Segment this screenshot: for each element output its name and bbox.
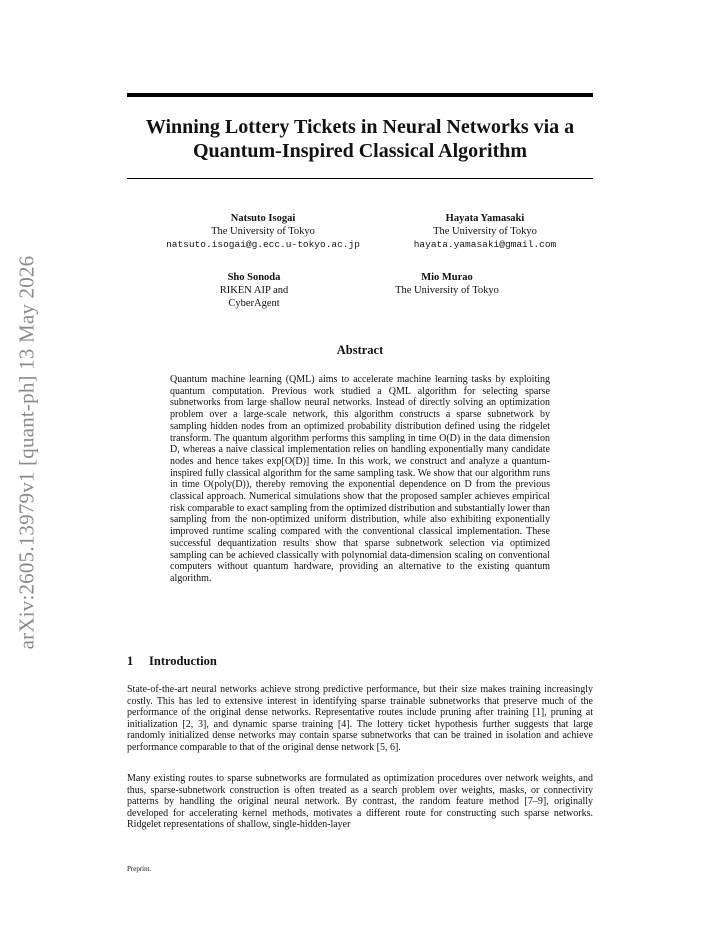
body-paragraph: State-of-the-art neural networks achieve strong predictive performance, but their size makes training increasingly costly. This has led to extensive interest in identifying sparse trainable subnetworks that preserve much of the performance of the original dense networks. Representative routes include pruning after training [1], pruning at initialization [2, 3], and dynamic sparse training [4]. The lottery ticket hypothesis further suggests that large randomly initialized dense networks may contain sparse subnetworks that can be trained in isolation and achieve performance comparable to that of the original dense network [5, 6]. bbox=[127, 684, 593, 753]
arxiv-identifier: arXiv:2605.13979v1 [quant-ph] 13 May 2026 bbox=[14, 255, 39, 650]
section-title: Introduction bbox=[149, 654, 217, 668]
author-block bbox=[390, 212, 580, 251]
body-paragraph: Many existing routes to sparse subnetworks are formulated as optimization procedures over network weights, and thus, sparse-subnetwork construction is often treated as a search problem over weights, masks, or connectivity patterns by handling the original neural network. By contrast, the random feature method [7–9], originally developed for accelerating kernel methods, motivates a different route for constructing such sparse networks. Ridgelet representations of shallow, single-hidden-layer bbox=[127, 773, 593, 831]
author-name: Sho Sonoda bbox=[227, 272, 281, 283]
author-block bbox=[150, 212, 376, 251]
abstract-heading: Abstract bbox=[336, 343, 384, 357]
title-top-rule bbox=[127, 93, 593, 97]
author-name: Hayata Yamasaki bbox=[445, 213, 525, 224]
section-heading bbox=[127, 654, 217, 669]
author-affiliation: CyberAgent bbox=[228, 298, 280, 309]
title-bottom-rule bbox=[127, 178, 593, 179]
abstract-text: Quantum machine learning (QML) aims to accelerate machine learning tasks by exploiting quantum computation. Previous work studied a QML algorithm for selecting sparse subnetworks from large shallow neural networks. Instead of directly solving an optimization problem over a large-scale network, this algorithm constructs a sparse subnetwork by sampling hidden nodes from an optimized probability distribution defined using the ridgelet transform. The quantum algorithm performs this sampling in time O(D) in the data dimension D, whereas a naive classical implementation relies on handling exponentially many candidate nodes and hence takes exp[O(D)] time. In this work, we construct and analyze a quantum-inspired fully classical algorithm for the same sampling task. We show that our algorithm runs in time O(poly(D)), thereby removing the exponential dependence on D from the previous classical approach. Numerical simulations show that the proposed sampler achieves empirical risk comparable to exact sampling from the optimized distribution and substantially lower than sampling from the non-optimized uniform distribution, while also exhibiting exponentially improved runtime scaling compared with the conventional classical implementation. These successful dequantization results show that sparse subnetwork selection via optimized sampling can be achieved classically with polynomial data-dimension scaling on conventional computers without quantum hardware, providing an alternative to the existing quantum algorithm. bbox=[170, 374, 550, 584]
author-name: Natsuto Isogai bbox=[230, 213, 296, 224]
author-affiliation: The University of Tokyo bbox=[395, 285, 499, 296]
arxiv-side-stamp bbox=[14, 240, 40, 665]
author-block bbox=[372, 271, 522, 297]
author-affiliation: The University of Tokyo bbox=[433, 226, 537, 237]
author-email: hayata.yamasaki@gmail.com bbox=[413, 239, 557, 250]
author-name: Mio Murao bbox=[421, 272, 473, 283]
title-line-2: Quantum-Inspired Classical Algorithm bbox=[192, 140, 528, 162]
author-affiliation: RIKEN AIP and bbox=[219, 285, 289, 296]
paper-title bbox=[127, 115, 593, 163]
footer-note: Preprint. bbox=[127, 865, 152, 873]
author-email: natsuto.isogai@g.ecc.u-tokyo.ac.jp bbox=[166, 239, 360, 250]
title-line-1: Winning Lottery Tickets in Neural Networks via a bbox=[145, 116, 575, 138]
author-affiliation: The University of Tokyo bbox=[211, 226, 315, 237]
section-number: 1 bbox=[127, 654, 134, 668]
author-block bbox=[195, 271, 313, 310]
